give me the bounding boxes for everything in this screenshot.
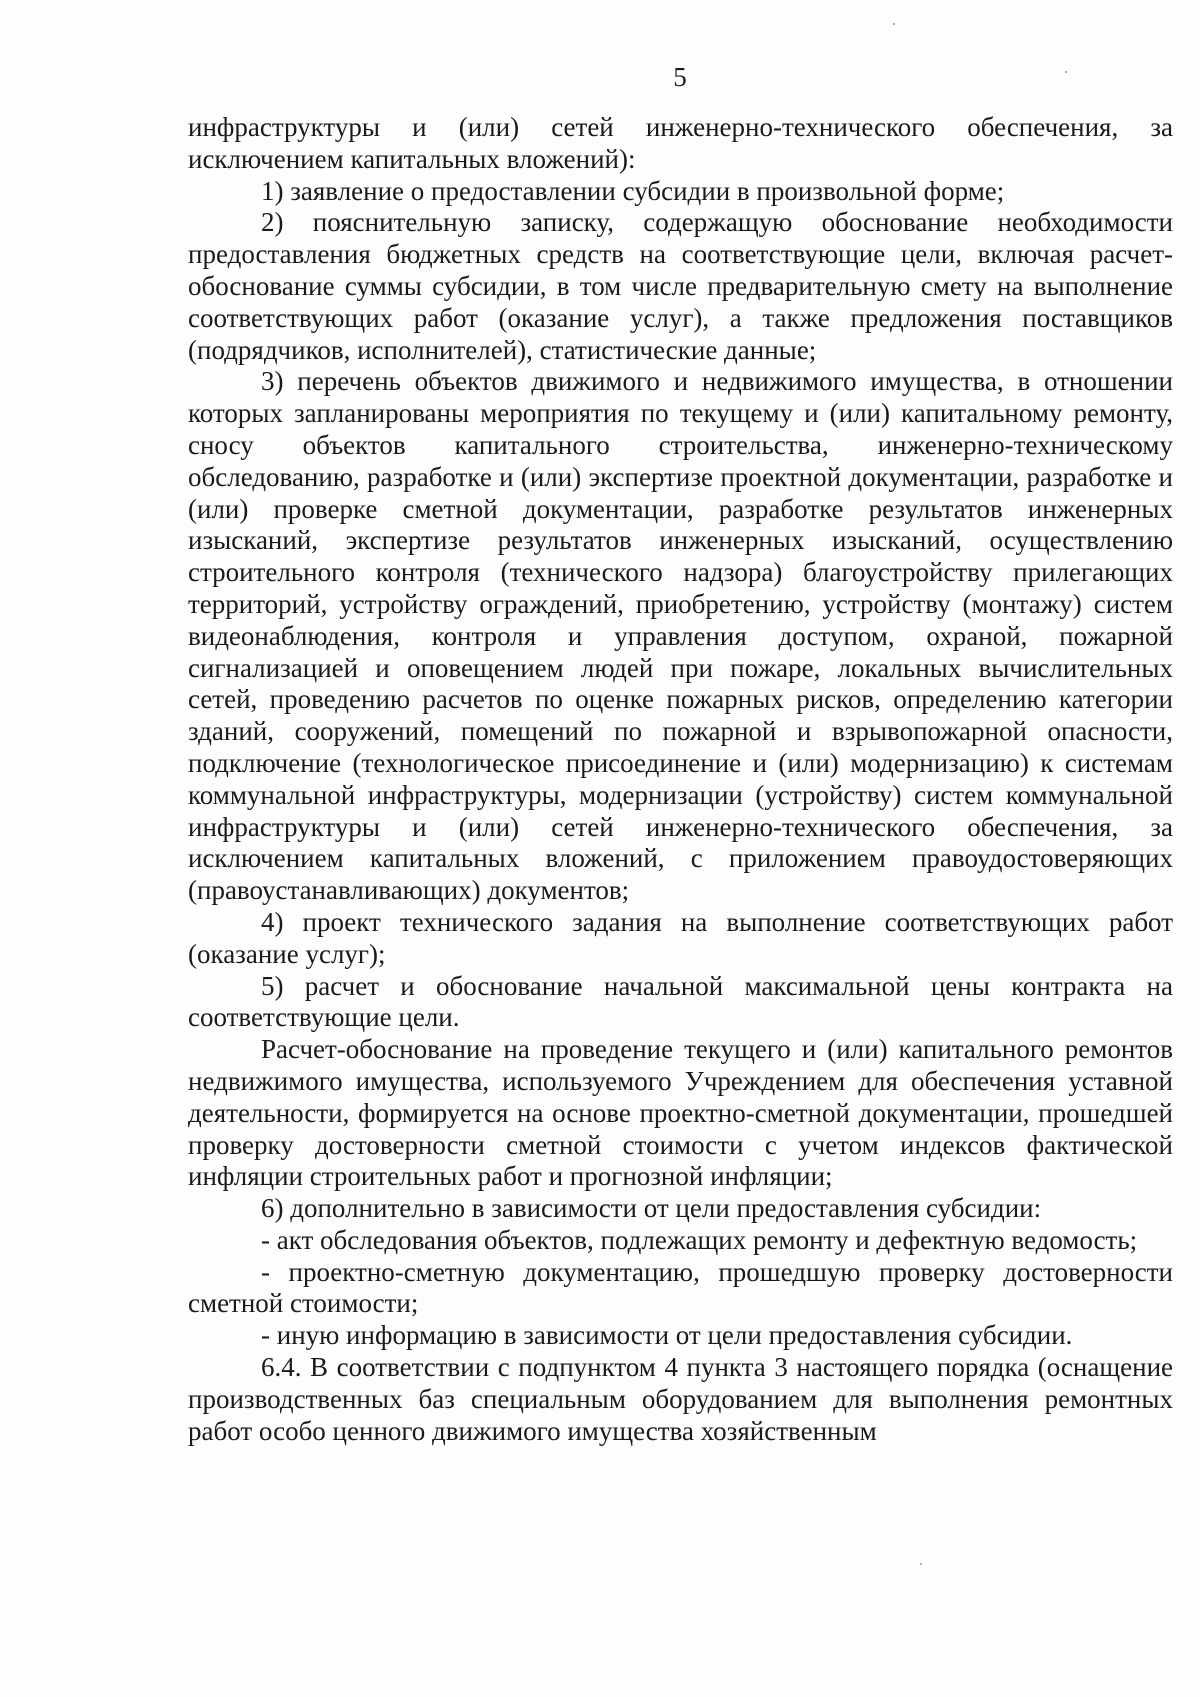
- paragraph-item-3: 3) перечень объектов движимого и недвижимого имущества, в отношении которых запланированы мероприятия по текущему и (или) капитальному ремонту, сносу объектов капитального строительства, инженерно-техническому обследованию, разработке и (или) экспертизе проектной документации, разработке и (или) проверке сметной документации, разработке результатов инженерных изысканий, экспертизе результатов инженерных изысканий, осуществлению строительного контроля (технического надзора) благоустройству прилегающих территорий, устройству ограждений, приобретению, устройству (монтажу) систем видеонаблюдения, контроля и управления доступом, охраной, пожарной сигнализацией и оповещением людей при пожаре, локальных вычислительных сетей, проведению расчетов по оценке пожарных рисков, определению категории зданий, сооружений, помещений по пожарной и взрывопожарной опасности, подключение (технологическое присоединение и (или) модернизацию) к системам коммунальной инфраструктуры, модернизации (устройству) систем коммунальной инфраструктуры и (или) сетей инженерно-технического обеспечения, за исключением капитальных вложений, с приложением правоудостоверяющих (правоустанавливающих) документов;: [188, 366, 1173, 906]
- page-number: 5: [673, 62, 687, 92]
- paragraph-item-5: 5) расчет и обоснование начальной максимальной цены контракта на соответствующие цели.: [188, 970, 1173, 1033]
- scan-speck: [920, 1563, 922, 1565]
- paragraph-dash-3: - иную информацию в зависимости от цели предоставления субсидии.: [261, 1320, 1073, 1351]
- paragraph-item-2: 2) пояснительную записку, содержащую обоснование необходимости предоставления бюджетных средств на соответствующие цели, включая расчет-обоснование суммы субсидии, в том числе предварительную смету на выполнение соответствующих работ (оказание услуг), а также предложения поставщиков (подрядчиков, исполнителей), статистические данные;: [188, 207, 1173, 365]
- paragraph-item-1: 1) заявление о предоставлении субсидии в произвольной форме;: [261, 175, 1005, 206]
- paragraph-dash-1: - акт обследования объектов, подлежащих ремонту и дефектную ведомость;: [261, 1224, 1138, 1255]
- paragraph-item-4: 4) проект технического задания на выполнение соответствующих работ (оказание услуг);: [188, 906, 1173, 969]
- paragraph-continuation: инфраструктуры и (или) сетей инженерно-технического обеспечения, за исключением капитальных вложений):: [188, 112, 1173, 174]
- paragraph-calculation: Расчет-обоснование на проведение текущего и (или) капитального ремонтов недвижимого имущества, используемого Учреждением для обеспечения уставной деятельности, формируется на основе проектно-сметной документации, прошедшей проверку достоверности сметной стоимости с учетом индексов фактической инфляции строительных работ и прогнозной инфляции;: [188, 1034, 1173, 1192]
- document-body: [188, 112, 1173, 1447]
- paragraph-item-6: 6) дополнительно в зависимости от цели предоставления субсидии:: [261, 1193, 1042, 1224]
- scan-speck: [1065, 71, 1067, 73]
- paragraph-dash-2: - проектно-сметную документацию, прошедшую проверку достоверности сметной стоимости;: [188, 1256, 1173, 1319]
- scan-speck: [893, 23, 895, 25]
- paragraph-section-6-4: 6.4. В соответствии с подпунктом 4 пункта 3 настоящего порядка (оснащение производственных баз специальным оборудованием для выполнения ремонтных работ особо ценного движимого имущества хозяйственным: [188, 1352, 1173, 1446]
